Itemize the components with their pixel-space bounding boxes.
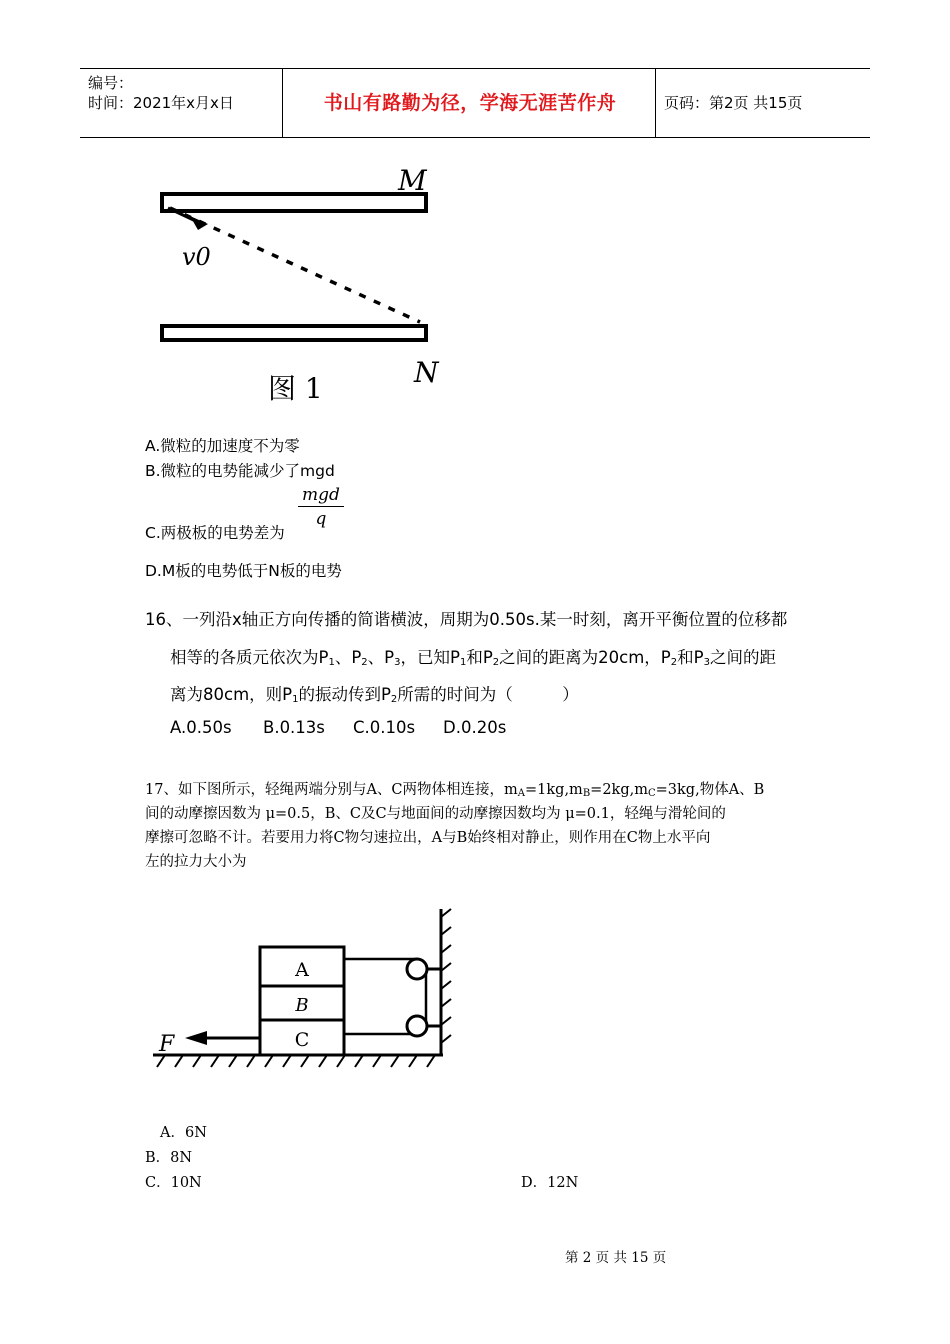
number-label: 编号： (88, 74, 134, 92)
label-v0: v0 (182, 243, 211, 271)
subscript: 3 (703, 657, 710, 668)
q15-option-b: B.微粒的电势能减少了mgd (145, 462, 335, 480)
subscript: 2 (361, 657, 368, 668)
q16-option-b: B.0.13s (263, 718, 325, 737)
q16-text: 之间的距离为20cm，P (499, 648, 671, 667)
figure-1-parallel-plates (150, 160, 450, 410)
q15-option-a: A.微粒的加速度不为零 (145, 437, 300, 455)
subscript: 2 (492, 657, 500, 668)
q16-text: 的振动传到P (298, 685, 391, 704)
q16-line-2 (170, 644, 776, 668)
q16-text: 相等的各质元依次为P (170, 648, 329, 667)
subscript: B (582, 788, 591, 799)
q17-option-c: C．10N (145, 1175, 202, 1191)
q16-option-d: D.0.20s (443, 718, 507, 737)
q16-line-1: 16、一列沿x轴正方向传播的简谐横波，周期为0.50s.某一时刻，离开平衡位置的位移都 (145, 610, 788, 629)
label-force: F (159, 1032, 175, 1057)
header-page-info: 页码：第2页 共15页 (664, 94, 803, 112)
force-arrow-head (185, 1031, 207, 1045)
figure-caption: 图 1 (268, 372, 323, 405)
q16-text: 、P (334, 648, 362, 667)
q17-text: 17、如下图所示，轻绳两端分别与A、C两物体相连接，m (145, 782, 518, 798)
page-footer: 第 2 页 共 15 页 (565, 1250, 667, 1266)
q17-line-2: 间的动摩擦因数为 μ=0.5，B、C及C与地面间的动摩擦因数均为 μ=0.1，轻绳与滑轮间的 (145, 806, 726, 822)
subscript: A (517, 788, 525, 799)
q16-text: 和P (677, 648, 704, 667)
q15-option-c: C.两极板的电势差为 (145, 524, 285, 542)
subscript: C (647, 788, 656, 799)
q15-option-d: D.M板的电势低于N板的电势 (145, 562, 342, 580)
q16-text: ，已知P (400, 648, 460, 667)
q17-text: =3kg,物体A、B (655, 782, 765, 798)
subscript: 2 (390, 694, 398, 705)
fraction-denominator: q (315, 509, 327, 529)
subscript: 1 (459, 657, 467, 668)
header-divider (655, 69, 656, 137)
figure-blocks-pulley (145, 895, 485, 1085)
label-m: M (398, 164, 427, 197)
label-block-c: C (294, 1029, 310, 1051)
q16-text: 、P (367, 648, 395, 667)
header-divider (282, 69, 283, 137)
pulley-bottom (407, 1016, 427, 1036)
q17-line-3: 摩擦可忽略不计。若要用力将C物匀速拉出，A与B始终相对静止，则作用在C物上水平向 (145, 830, 711, 846)
subscript: 1 (292, 694, 299, 705)
label-block-b: B (295, 995, 309, 1016)
q16-text: 之间的距 (709, 648, 776, 667)
q17-text: =2kg,m (590, 782, 648, 798)
page-header (80, 68, 870, 138)
q16-text: 离为80cm，则P (170, 685, 293, 704)
q16-line-3 (170, 681, 579, 705)
q17-option-b: B．8N (145, 1150, 193, 1166)
plate-m (162, 194, 426, 211)
plate-n (162, 326, 426, 340)
q17-line-1 (145, 778, 764, 799)
label-block-a: A (295, 959, 309, 981)
q16-text: 和P (466, 648, 493, 667)
q15-fraction (296, 484, 346, 531)
label-n: N (414, 356, 439, 389)
q16-option-a: A.0.50s (170, 718, 232, 737)
q16-option-c: C.0.10s (353, 718, 416, 737)
pulley-top (407, 959, 427, 979)
subscript: 1 (328, 657, 335, 668)
header-motto: 书山有路勤为径，学海无涯苦作舟 (323, 92, 617, 114)
q17-text: =1kg,m (525, 782, 583, 798)
ground-hatching (157, 1055, 435, 1067)
subscript: 2 (670, 657, 678, 668)
header-meta (88, 73, 284, 113)
time-label: 时间：2021年x月x日 (88, 94, 234, 112)
q17-line-4: 左的拉力大小为 (145, 854, 247, 870)
subscript: 3 (394, 657, 401, 668)
q17-option-d: D．12N (521, 1175, 579, 1191)
q17-option-a: A．6N (160, 1125, 207, 1141)
q16-text: 所需的时间为（ ） (397, 685, 579, 704)
fraction-numerator: mgd (302, 485, 340, 505)
